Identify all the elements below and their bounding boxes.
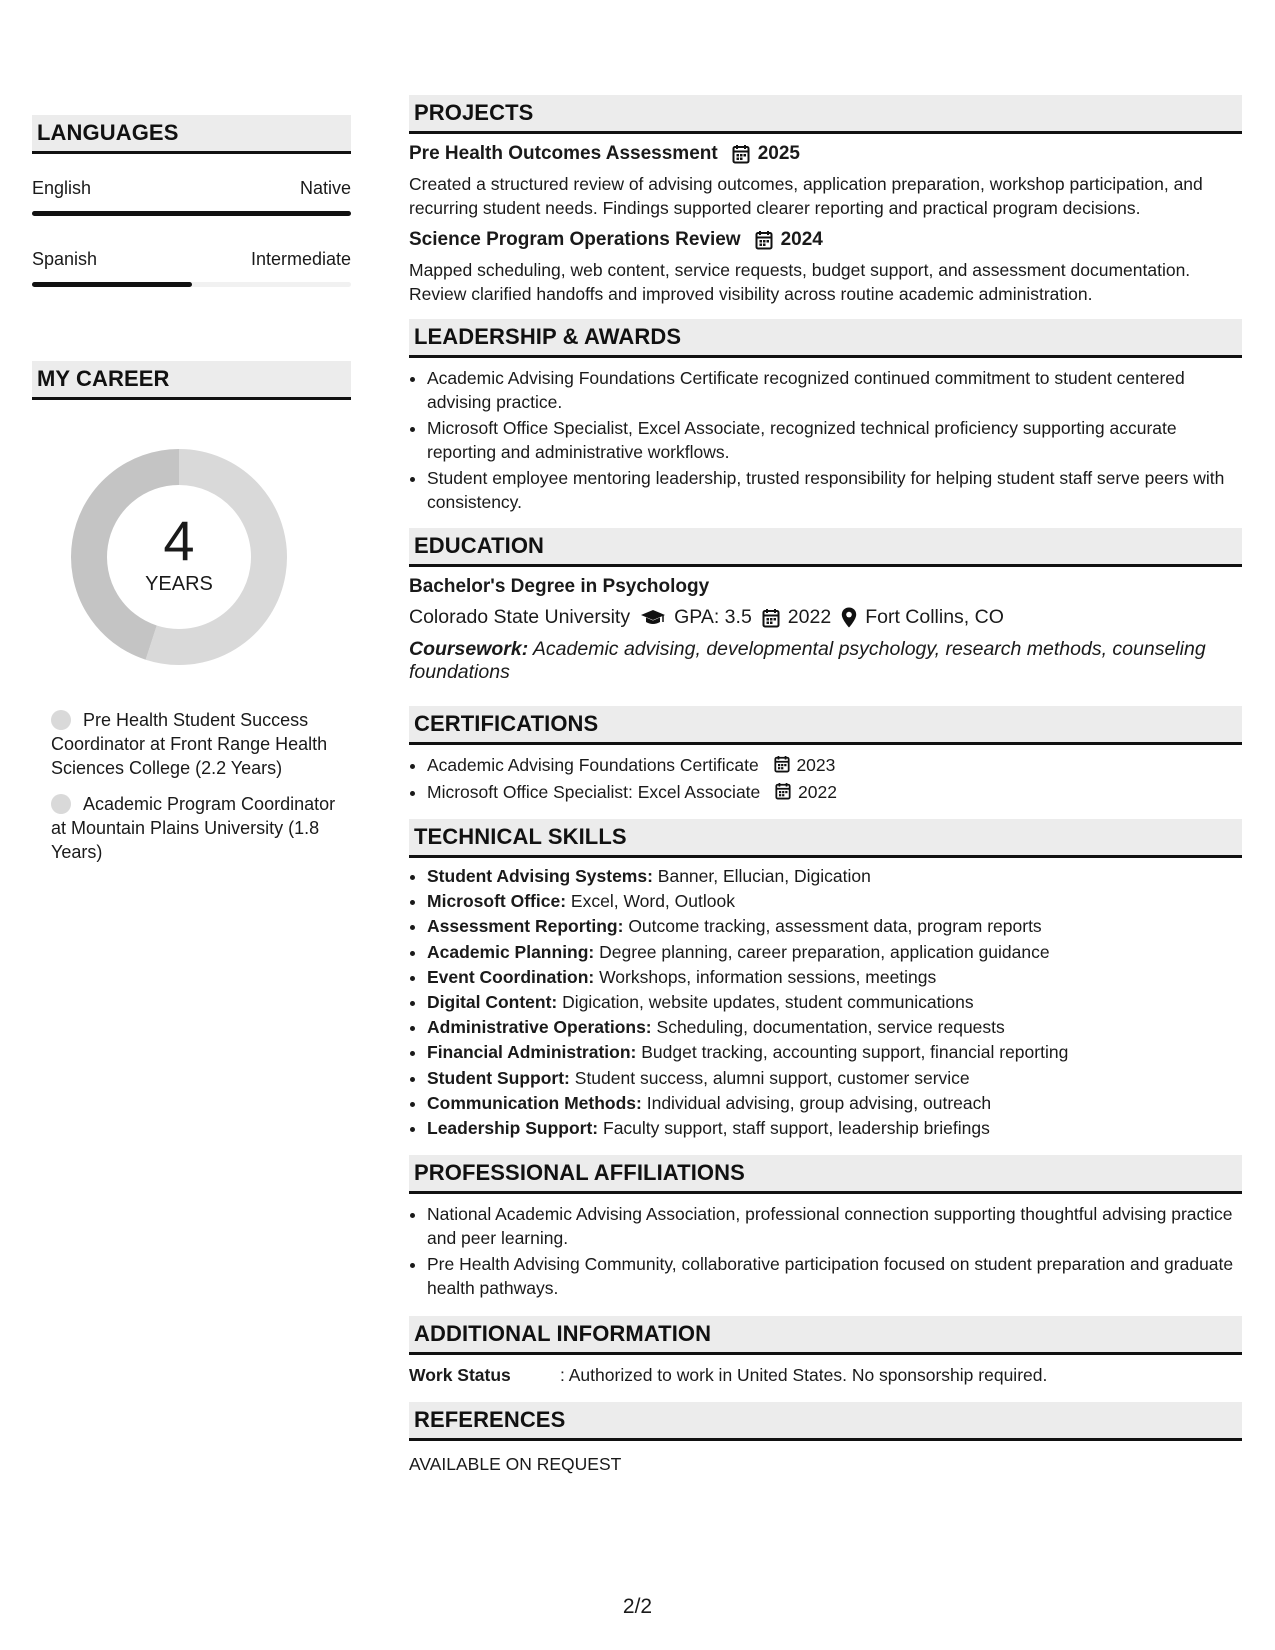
project-year: 2025 bbox=[757, 143, 800, 164]
certification-item bbox=[427, 753, 1242, 778]
project-item bbox=[409, 143, 1242, 220]
page-number: 2/2 bbox=[622, 1595, 653, 1618]
skill-label: Financial Administration: bbox=[427, 1042, 637, 1063]
additional-heading: ADDITIONAL INFORMATION bbox=[409, 1316, 1242, 1355]
work-status-label: Work Status bbox=[409, 1364, 511, 1385]
career-total-unit: YEARS bbox=[145, 572, 213, 595]
education-details bbox=[409, 606, 1242, 629]
list-item: • Microsoft Office Specialist, Excel Associate, recognized technical proficiency supporting accurate reporting and administrative workflows. bbox=[427, 416, 1242, 464]
calendar-icon bbox=[775, 782, 791, 800]
skill-label: Administrative Operations: bbox=[427, 1017, 652, 1038]
coursework-label: Coursework: bbox=[409, 638, 529, 660]
skill-item bbox=[427, 864, 1242, 888]
legend-dot-icon bbox=[51, 794, 71, 814]
work-status-value: : Authorized to work in United States. No sponsorship required. bbox=[560, 1364, 1048, 1385]
project-description: Mapped scheduling, web content, service requests, budget support, and assessment documentation. Review clarified handoffs and improved visibility across routine academic administration. bbox=[409, 260, 1191, 304]
certification-year: 2022 bbox=[798, 782, 837, 802]
calendar-icon bbox=[774, 755, 790, 773]
language-proficiency-bar bbox=[32, 282, 351, 287]
certifications-heading: CERTIFICATIONS bbox=[409, 706, 1242, 745]
skill-value: Scheduling, documentation, service requests bbox=[656, 1017, 1005, 1038]
skill-label: Event Coordination: bbox=[427, 966, 595, 987]
list-item: • Student employee mentoring leadership, trusted responsibility for helping student staff serve peers with consistency. bbox=[427, 466, 1242, 514]
career-item bbox=[51, 708, 341, 780]
skill-item bbox=[427, 889, 1242, 913]
skill-value: Degree planning, career preparation, application guidance bbox=[599, 941, 1050, 962]
certification-item bbox=[427, 780, 1242, 805]
skills-list bbox=[409, 864, 1242, 1140]
skill-label: Leadership Support: bbox=[427, 1117, 599, 1138]
skill-item bbox=[427, 990, 1242, 1014]
calendar-icon bbox=[755, 230, 773, 250]
graduation-cap-icon bbox=[640, 609, 666, 627]
certification-year: 2023 bbox=[796, 755, 836, 775]
skill-value: Student success, alumni support, customer service bbox=[574, 1067, 970, 1088]
project-name: Science Program Operations Review bbox=[409, 229, 741, 250]
skill-item bbox=[427, 1116, 1242, 1140]
skill-label: Assessment Reporting: bbox=[427, 916, 624, 937]
leadership-heading: LEADERSHIP & AWARDS bbox=[409, 319, 1242, 358]
references-text: AVAILABLE ON REQUEST bbox=[409, 1453, 622, 1474]
skill-label: Academic Planning: bbox=[427, 941, 595, 962]
calendar-icon bbox=[762, 608, 780, 628]
affiliations-list bbox=[409, 1202, 1242, 1300]
language-english bbox=[32, 178, 351, 216]
sidebar bbox=[32, 115, 351, 876]
career-item bbox=[51, 792, 341, 864]
calendar-icon bbox=[732, 144, 750, 164]
legend-dot-icon bbox=[51, 710, 71, 730]
career-total-years: 4 bbox=[163, 508, 195, 572]
gpa: GPA: 3.5 bbox=[674, 606, 752, 628]
skill-value: Workshops, information sessions, meetings bbox=[599, 966, 937, 987]
skill-value: Budget tracking, accounting support, financial reporting bbox=[641, 1042, 1069, 1063]
language-level: Intermediate bbox=[250, 249, 351, 269]
project-description: Created a structured review of advising outcomes, application preparation, workshop participation, and recurring student needs. Findings supported clearer reporting and practical program decisions. bbox=[409, 174, 1203, 218]
language-proficiency-fill bbox=[32, 282, 192, 287]
leadership-list bbox=[409, 366, 1242, 514]
school-name: Colorado State University bbox=[409, 606, 631, 628]
list-item: • Academic Advising Foundations Certificate recognized continued commitment to student centered advising practice. bbox=[427, 366, 1242, 414]
map-pin-icon bbox=[841, 607, 857, 628]
skill-item bbox=[427, 1040, 1242, 1064]
language-level: Native bbox=[299, 178, 351, 198]
references-heading: REFERENCES bbox=[409, 1402, 1242, 1441]
skill-value: Excel, Word, Outlook bbox=[570, 891, 735, 912]
language-name: English bbox=[32, 178, 92, 198]
skill-label: Student Advising Systems: bbox=[427, 866, 653, 886]
degree-title: Bachelor's Degree in Psychology bbox=[409, 576, 710, 597]
skill-label: Microsoft Office: bbox=[427, 891, 567, 912]
main-content bbox=[409, 95, 1242, 1476]
language-proficiency-bar bbox=[32, 211, 351, 216]
skill-value: Faculty support, staff support, leadership briefings bbox=[603, 1117, 990, 1138]
project-year: 2024 bbox=[780, 229, 823, 250]
language-proficiency-fill bbox=[32, 211, 351, 216]
skill-value: Individual advising, group advising, outreach bbox=[646, 1092, 992, 1113]
skill-label: Digital Content: bbox=[427, 991, 558, 1012]
work-status-row bbox=[409, 1365, 1242, 1386]
coursework-text: Academic advising, developmental psychology, research methods, counseling foundations bbox=[409, 638, 1206, 683]
career-item-text: Academic Program Coordinator at Mountain Plains University (1.8 Years) bbox=[51, 794, 336, 862]
project-name: Pre Health Outcomes Assessment bbox=[409, 143, 718, 164]
skill-item bbox=[427, 1015, 1242, 1039]
skill-value: Digication, website updates, student communications bbox=[562, 991, 974, 1012]
skill-item bbox=[427, 1066, 1242, 1090]
education-location: Fort Collins, CO bbox=[865, 606, 1004, 628]
affiliations-heading: PROFESSIONAL AFFILIATIONS bbox=[409, 1155, 1242, 1194]
language-name: Spanish bbox=[32, 249, 98, 269]
skill-label: Communication Methods: bbox=[427, 1092, 642, 1113]
project-item bbox=[409, 229, 1242, 306]
language-spanish bbox=[32, 249, 351, 287]
skill-label: Student Support: bbox=[427, 1067, 570, 1088]
skill-value: Banner, Ellucian, Digication bbox=[657, 866, 871, 886]
certification-name: Academic Advising Foundations Certificate bbox=[427, 755, 759, 775]
skills-heading: TECHNICAL SKILLS bbox=[409, 819, 1242, 858]
certification-name: Microsoft Office Specialist: Excel Associate bbox=[427, 782, 761, 802]
skill-item bbox=[427, 940, 1242, 964]
career-item-text: Pre Health Student Success Coordinator at Front Range Health Sciences College (2.2 Years) bbox=[51, 710, 328, 778]
list-item: • Pre Health Advising Community, collaborative participation focused on student preparation and graduate health pathways. bbox=[427, 1252, 1242, 1300]
career-list bbox=[51, 708, 341, 864]
languages-heading: LANGUAGES bbox=[32, 115, 351, 154]
list-item: • National Academic Advising Association, professional connection supporting thoughtful advising practice and peer learning. bbox=[427, 1202, 1242, 1250]
coursework bbox=[409, 638, 1242, 684]
education-heading: EDUCATION bbox=[409, 528, 1242, 567]
projects-heading: PROJECTS bbox=[409, 95, 1242, 134]
skill-value: Outcome tracking, assessment data, program reports bbox=[628, 916, 1042, 937]
certifications-list bbox=[409, 753, 1242, 805]
skill-item bbox=[427, 965, 1242, 989]
graduation-year: 2022 bbox=[787, 606, 832, 628]
skill-item bbox=[427, 1091, 1242, 1115]
skill-item bbox=[427, 914, 1242, 938]
career-donut-chart bbox=[64, 442, 294, 672]
career-heading: MY CAREER bbox=[32, 361, 351, 400]
